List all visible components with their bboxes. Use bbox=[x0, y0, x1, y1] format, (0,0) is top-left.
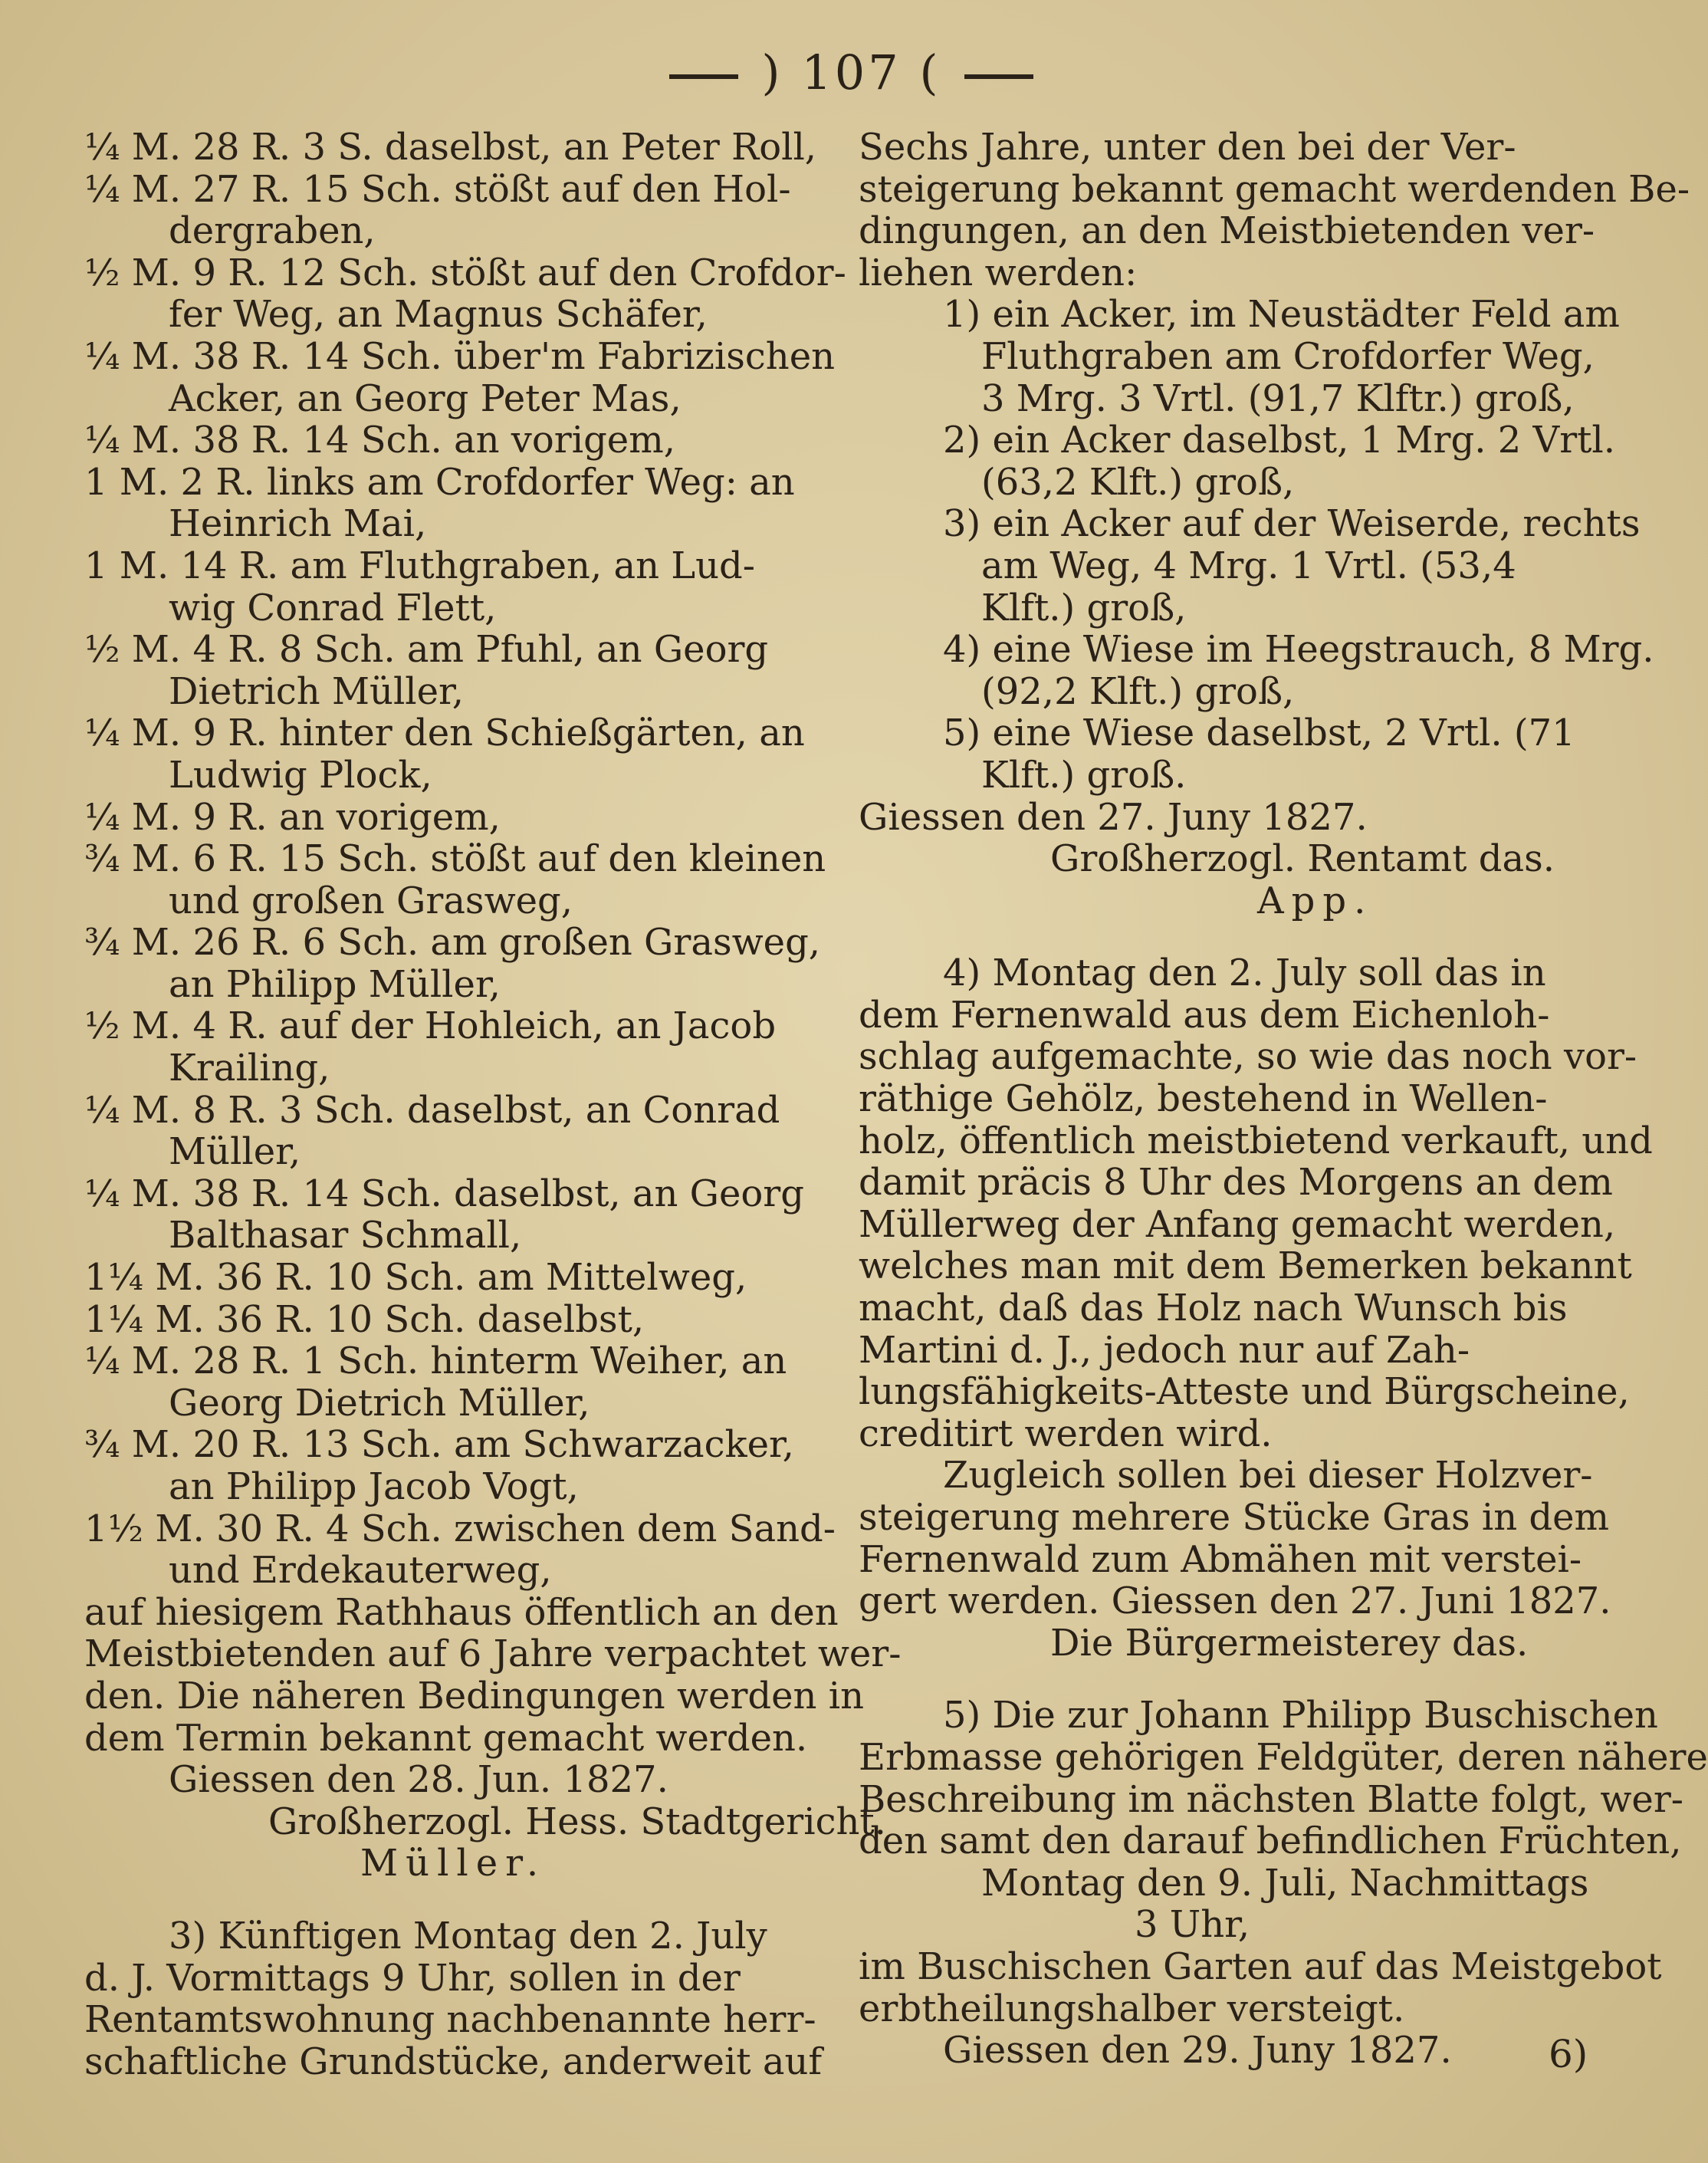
text-line: Acker, an Georg Peter Mas, bbox=[169, 376, 682, 420]
text-line: ¼ M. 27 R. 15 Sch. stößt auf den Hol- bbox=[84, 167, 791, 211]
text-line: wig Conrad Flett, bbox=[169, 586, 497, 630]
text-line: und Erdekauterweg, bbox=[169, 1549, 552, 1593]
signature-name: App. bbox=[1257, 879, 1374, 922]
text-line: dergraben, bbox=[169, 209, 376, 253]
right-column bbox=[859, 126, 1708, 2073]
signature-line: Großherzogl. Hess. Stadtgericht. bbox=[268, 1800, 886, 1843]
text-line: ¼ M. 38 R. 14 Sch. daselbst, an Georg bbox=[84, 1172, 804, 1215]
text-line: ¾ M. 26 R. 6 Sch. am großen Grasweg, bbox=[84, 921, 821, 965]
text-line: Fernenwald zum Abmähen mit verstei- bbox=[859, 1537, 1582, 1581]
text-line: und großen Grasweg, bbox=[169, 879, 573, 922]
text-line: ¼ M. 9 R. an vorigem, bbox=[84, 795, 501, 839]
text-line: 1¼ M. 36 R. 10 Sch. daselbst, bbox=[84, 1297, 645, 1341]
text-line: auf hiesigem Rathhaus öffentlich an den bbox=[84, 1590, 839, 1634]
text-line: liehen werden: bbox=[859, 251, 1138, 294]
text-line: ¼ M. 9 R. hinter den Schießgärten, an bbox=[84, 712, 805, 755]
text-line: erbtheilungshalber versteigt. bbox=[859, 1987, 1405, 2030]
text-line: dingungen, an den Meistbietenden ver- bbox=[859, 209, 1595, 253]
text-line: an Philipp Jacob Vogt, bbox=[169, 1465, 579, 1508]
text-line: ¾ M. 6 R. 15 Sch. stößt auf den kleinen bbox=[84, 837, 826, 881]
text-line: d. J. Vormittags 9 Uhr, sollen in der bbox=[84, 1956, 741, 2000]
text-line: 4) Montag den 2. July soll das in bbox=[943, 952, 1546, 995]
section-gap bbox=[84, 1885, 832, 1915]
section-gap bbox=[859, 1664, 1606, 1695]
section-gap bbox=[859, 922, 1606, 952]
text-line: 1 M. 14 R. am Fluthgraben, an Lud- bbox=[84, 544, 755, 587]
text-line: Müller, bbox=[169, 1130, 301, 1174]
text-line: dem Fernenwald aus dem Eichenloh- bbox=[859, 993, 1550, 1037]
text-line: Giessen den 27. Juny 1827. bbox=[859, 795, 1368, 839]
header-dash-right bbox=[964, 74, 1033, 79]
text-line: ½ M. 9 R. 12 Sch. stößt auf den Crofdor- bbox=[84, 251, 846, 294]
text-line: 5) eine Wiese daselbst, 2 Vrtl. (71 bbox=[943, 712, 1575, 755]
signature-name: Müller. bbox=[360, 1842, 547, 1885]
text-line: fer Weg, an Magnus Schäfer, bbox=[169, 293, 708, 337]
text-line: macht, daß das Holz nach Wunsch bis bbox=[859, 1287, 1568, 1330]
text-line: schaftliche Grundstücke, anderweit auf bbox=[84, 2040, 823, 2083]
text-line: Müllerweg der Anfang gemacht werden, bbox=[859, 1202, 1616, 1246]
text-line: 5) Die zur Johann Philipp Buschischen bbox=[943, 1694, 1658, 1737]
text-line: dem Termin bekannt gemacht werden. bbox=[84, 1716, 808, 1760]
text-line: creditirt werden wird. bbox=[859, 1412, 1273, 1455]
text-line: Heinrich Mai, bbox=[169, 502, 427, 546]
text-line: Erbmasse gehörigen Feldgüter, deren nähere bbox=[859, 1735, 1708, 1779]
text-line: 3 Uhr, bbox=[1135, 1903, 1250, 1947]
text-line: ¾ M. 20 R. 13 Sch. am Schwarzacker, bbox=[84, 1423, 794, 1467]
text-line: Meistbietenden auf 6 Jahre verpachtet wer- bbox=[84, 1632, 902, 1676]
text-line: Sechs Jahre, unter den bei der Ver- bbox=[859, 126, 1516, 169]
text-line: ¼ M. 28 R. 3 S. daselbst, an Peter Roll, bbox=[84, 126, 817, 169]
text-line: 3 Mrg. 3 Vrtl. (91,7 Klftr.) groß, bbox=[981, 376, 1575, 420]
text-line: lungsfähigkeits-Atteste und Bürgscheine, bbox=[859, 1370, 1630, 1414]
text-line: den samt den darauf befindlichen Früchten, bbox=[859, 1819, 1682, 1863]
page-header bbox=[0, 31, 1703, 115]
text-line: Dietrich Müller, bbox=[169, 669, 464, 713]
text-line: Fluthgraben am Crofdorfer Weg, bbox=[981, 334, 1595, 378]
text-line: Rentamtswohnung nachbenannte herr- bbox=[84, 1998, 816, 2042]
text-line: welches man mit dem Bemerken bekannt bbox=[859, 1244, 1632, 1288]
text-line: 2) ein Acker daselbst, 1 Mrg. 2 Vrtl. bbox=[943, 419, 1616, 462]
text-line: Georg Dietrich Müller, bbox=[169, 1381, 590, 1425]
text-line: ¼ M. 38 R. 14 Sch. an vorigem, bbox=[84, 419, 675, 462]
text-line: Martini d. J., jedoch nur auf Zah- bbox=[859, 1328, 1470, 1372]
text-line: ¼ M. 38 R. 14 Sch. über'm Fabrizischen bbox=[84, 334, 836, 378]
text-line: Klft.) groß. bbox=[981, 753, 1187, 797]
text-line: schlag aufgemachte, so wie das noch vor- bbox=[859, 1035, 1637, 1079]
text-line: an Philipp Müller, bbox=[169, 962, 501, 1006]
signature-line: Die Bürgermeisterey das. bbox=[1050, 1621, 1529, 1665]
signature-line: Großherzogl. Rentamt das. bbox=[1050, 837, 1555, 881]
text-line: den. Die näheren Bedingungen werden in bbox=[84, 1674, 864, 1718]
text-line: 1 M. 2 R. links am Crofdorfer Weg: an bbox=[84, 460, 795, 504]
text-line: 3) ein Acker auf der Weiserde, rechts bbox=[943, 502, 1641, 546]
text-line: (63,2 Klft.) groß, bbox=[981, 460, 1295, 504]
left-column bbox=[84, 126, 902, 2083]
text-line: steigerung bekannt gemacht werdenden Be- bbox=[859, 167, 1690, 211]
text-line: ¼ M. 28 R. 1 Sch. hinterm Weiher, an bbox=[84, 1340, 787, 1383]
text-line: gert werden. Giessen den 27. Juni 1827. bbox=[859, 1580, 1611, 1623]
text-line: damit präcis 8 Uhr des Morgens an dem bbox=[859, 1161, 1613, 1205]
text-line: ½ M. 4 R. auf der Hohleich, an Jacob bbox=[84, 1004, 777, 1048]
text-line: 4) eine Wiese im Heegstrauch, 8 Mrg. bbox=[943, 628, 1654, 672]
text-line: holz, öffentlich meistbietend verkauft, und bbox=[859, 1119, 1653, 1162]
text-line: Giessen den 28. Jun. 1827. bbox=[169, 1758, 668, 1802]
text-line: räthige Gehölz, bestehend in Wellen- bbox=[859, 1077, 1548, 1121]
header-dash-left bbox=[669, 74, 738, 79]
text-line: Zugleich sollen bei dieser Holzver- bbox=[943, 1454, 1593, 1497]
text-line: Balthasar Schmall, bbox=[169, 1214, 522, 1257]
text-line: 3) Künftigen Montag den 2. July bbox=[169, 1914, 767, 1958]
text-line: Beschreibung im nächsten Blatte folgt, wer- bbox=[859, 1777, 1683, 1821]
page-number: ) 107 ( bbox=[761, 44, 941, 100]
text-line: ¼ M. 8 R. 3 Sch. daselbst, an Conrad bbox=[84, 1088, 780, 1132]
catchword: 6) bbox=[1549, 2032, 1588, 2076]
text-line: (92,2 Klft.) groß, bbox=[981, 669, 1295, 713]
text-line: Ludwig Plock, bbox=[169, 753, 432, 797]
text-line: Klft.) groß, bbox=[981, 586, 1187, 630]
text-line: 1½ M. 30 R. 4 Sch. zwischen dem Sand- bbox=[84, 1507, 836, 1550]
text-line: im Buschischen Garten auf das Meistgebot bbox=[859, 1944, 1662, 1988]
text-line: am Weg, 4 Mrg. 1 Vrtl. (53,4 bbox=[981, 544, 1516, 587]
text-line: 1¼ M. 36 R. 10 Sch. am Mittelweg, bbox=[84, 1256, 747, 1300]
text-line: Montag den 9. Juli, Nachmittags bbox=[981, 1861, 1589, 1905]
text-line: steigerung mehrere Stücke Gras in dem bbox=[859, 1496, 1610, 1539]
text-line: 1) ein Acker, im Neustädter Feld am bbox=[943, 293, 1620, 337]
text-line: ½ M. 4 R. 8 Sch. am Pfuhl, an Georg bbox=[84, 628, 769, 672]
text-line: Giessen den 29. Juny 1827. bbox=[943, 2029, 1452, 2073]
text-line: Krailing, bbox=[169, 1047, 330, 1090]
